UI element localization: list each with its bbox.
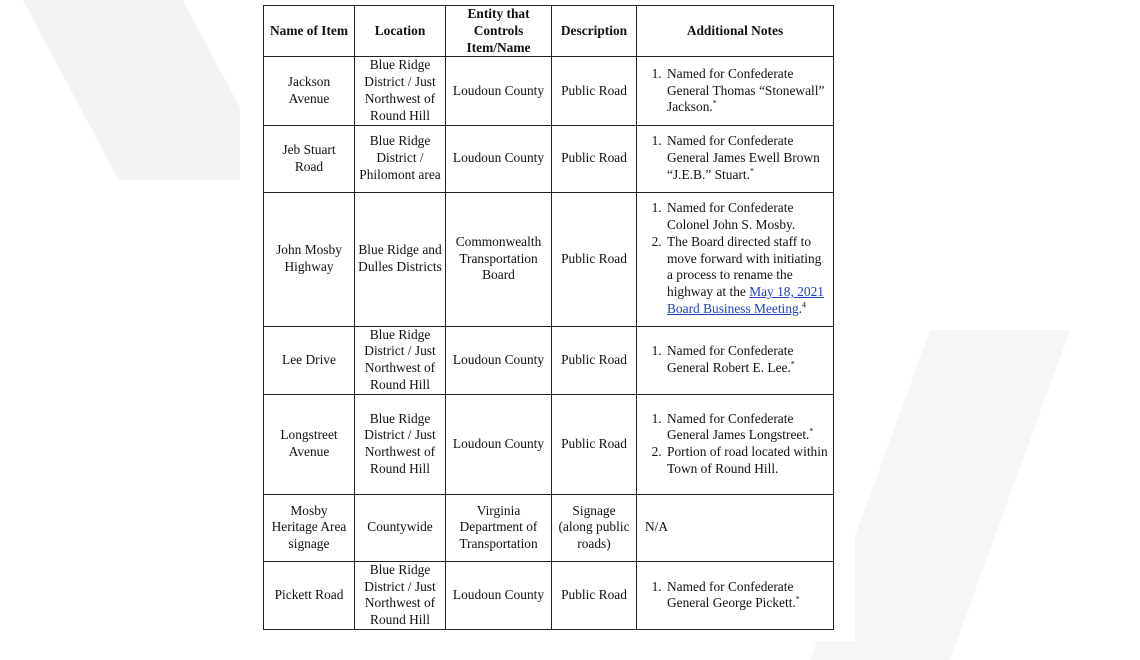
cell-location: Blue Ridge District / Philomont area	[355, 125, 446, 192]
cell-location: Blue Ridge District / Just Northwest of Round Hill	[355, 57, 446, 125]
table-row	[264, 125, 834, 192]
cell-description: Public Road	[552, 561, 637, 629]
cell-entity: Commonwealth Transportation Board	[446, 192, 552, 326]
note-item: 1. Named for Confederate General James Longstreet.*	[665, 411, 830, 445]
table-row	[264, 192, 834, 326]
notes-list	[643, 133, 830, 183]
notes-list	[643, 411, 830, 478]
cell-location: Blue Ridge District / Just Northwest of Round Hill	[355, 394, 446, 494]
cell-notes	[637, 394, 834, 494]
header-name: Name of Item	[264, 6, 355, 57]
cell-entity: Loudoun County	[446, 57, 552, 125]
board-meeting-link[interactable]: May 18, 2021 Board Business Meeting	[667, 284, 824, 317]
header-description: Description	[552, 6, 637, 57]
cell-notes	[637, 57, 834, 125]
table-row	[264, 494, 834, 561]
background-stripe-left	[2, 0, 279, 180]
cell-description: Public Road	[552, 57, 637, 125]
document-page	[240, 0, 855, 641]
cell-name: John Mosby Highway	[264, 192, 355, 326]
cell-entity: Virginia Department of Transportation	[446, 494, 552, 561]
header-notes: Additional Notes	[637, 6, 834, 57]
cell-description: Public Road	[552, 125, 637, 192]
cell-description: Public Road	[552, 326, 637, 394]
cell-entity: Loudoun County	[446, 326, 552, 394]
cell-name: Lee Drive	[264, 326, 355, 394]
header-entity: Entity that Controls Item/Name	[446, 6, 552, 57]
cell-notes	[637, 326, 834, 394]
header-location: Location	[355, 6, 446, 57]
footnote-mark: *	[712, 98, 717, 108]
note-item: 2. The Board directed staff to move forward with initiating a process to rename the highway at the May 18, 2021 Board Business Meeting.$^4$	[665, 234, 830, 318]
cell-location: Blue Ridge District / Just Northwest of Round Hill	[355, 561, 446, 629]
cell-notes	[637, 192, 834, 326]
table-row	[264, 561, 834, 629]
note-item: 1. Named for Confederate General George Pickett.*	[665, 579, 830, 613]
cell-notes	[637, 561, 834, 629]
note-item: 1. Named for Confederate Colonel John S. Mosby.	[665, 200, 830, 234]
cell-entity: Loudoun County	[446, 394, 552, 494]
notes-list	[643, 66, 830, 116]
cell-name: Mosby Heritage Area signage	[264, 494, 355, 561]
cell-entity: Loudoun County	[446, 561, 552, 629]
footnote-mark: *	[809, 427, 814, 436]
footnote-mark: *	[795, 594, 800, 604]
cell-name: Jeb Stuart Road	[264, 125, 355, 192]
cell-entity: Loudoun County	[446, 125, 552, 192]
table-header-row	[264, 6, 834, 57]
table-row	[264, 394, 834, 494]
note-item: 1. Named for Confederate General James Ewell Brown “J.E.B.” Stuart.*	[665, 133, 830, 183]
note-item: 1. Named for Confederate General Thomas “Stonewall” Jackson.*	[665, 66, 830, 116]
cell-name: Jackson Avenue	[264, 57, 355, 125]
cell-location: Blue Ridge District / Just Northwest of Round Hill	[355, 326, 446, 394]
notes-list	[643, 343, 830, 377]
notes-list	[643, 200, 830, 318]
cell-description: Public Road	[552, 192, 637, 326]
notes-list	[643, 579, 830, 613]
footnote-mark: *	[790, 359, 795, 369]
table-row	[264, 57, 834, 125]
cell-description: Public Road	[552, 394, 637, 494]
cell-location: Blue Ridge and Dulles Districts	[355, 192, 446, 326]
cell-name: Pickett Road	[264, 561, 355, 629]
cell-notes	[637, 125, 834, 192]
cell-location: Countywide	[355, 494, 446, 561]
note-item: 1. Named for Confederate General Robert E. Lee.*	[665, 343, 830, 377]
note-item: 2. Portion of road located within Town of Round Hill.	[665, 444, 830, 478]
footnote-mark: 4	[802, 300, 807, 310]
footnote-mark: *	[749, 166, 754, 176]
cell-notes: N/A	[637, 494, 834, 561]
cell-description: Signage (along public roads)	[552, 494, 637, 561]
confederate-names-table	[263, 5, 834, 630]
table-row	[264, 326, 834, 394]
cell-name: Longstreet Avenue	[264, 394, 355, 494]
